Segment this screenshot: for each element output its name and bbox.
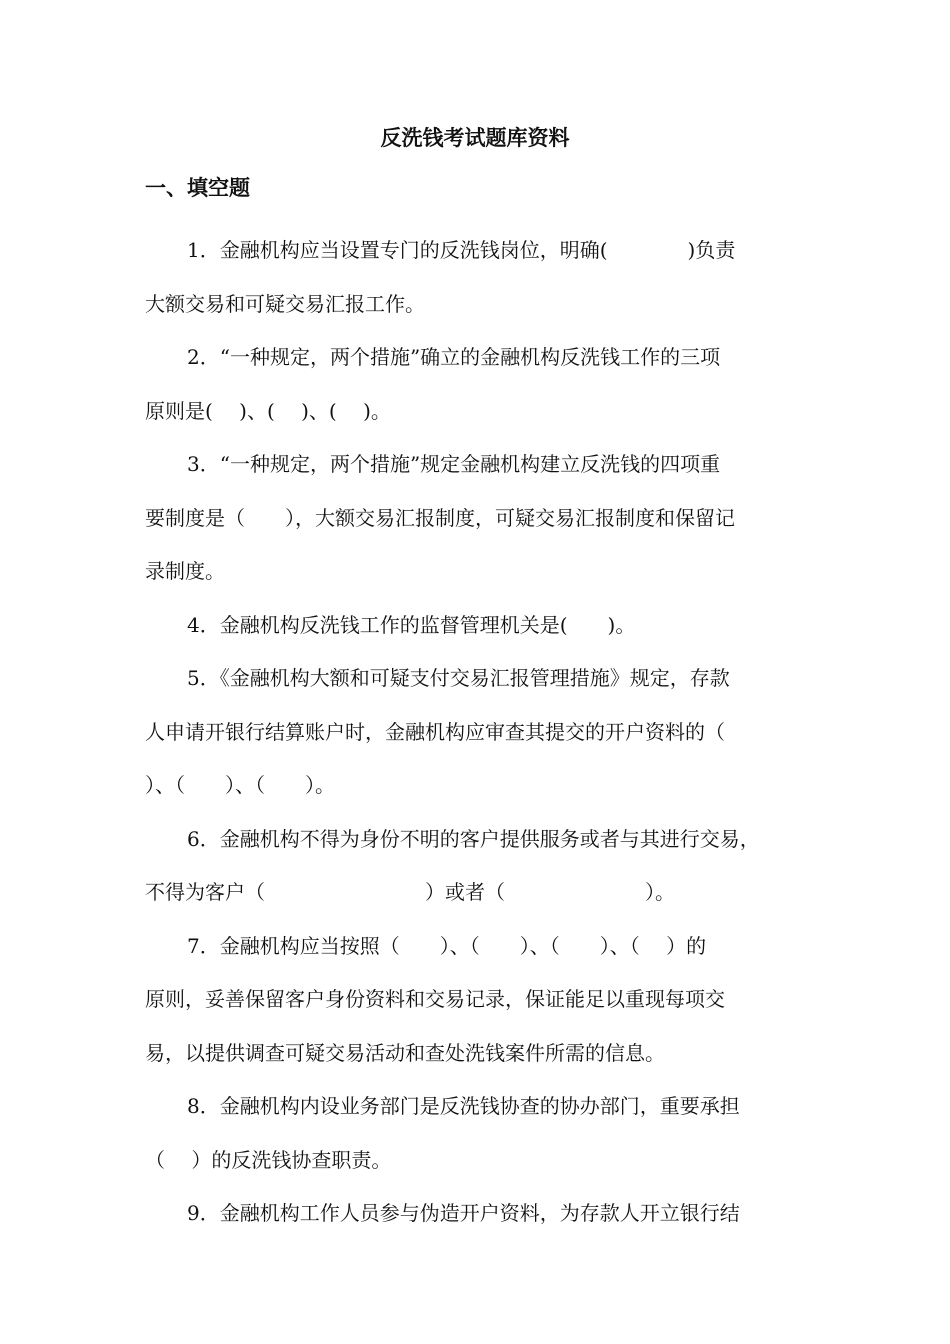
question-line: 原则，妥善保留客户身份资料和交易记录，保证能足以重现每项交 [145, 987, 725, 1011]
document-title: 反洗钱考试题库资料 [380, 125, 570, 150]
question-list [145, 224, 810, 1241]
question-5 [145, 652, 810, 813]
question-3 [145, 438, 810, 599]
question-4 [145, 599, 810, 653]
question-2 [145, 331, 810, 438]
question-9 [145, 1187, 810, 1241]
question-line: 原则是( )、( )、( )。 [145, 398, 391, 423]
section-heading: 一、填空题 [145, 175, 250, 200]
question-line: 7．金融机构应当按照（ ）、（ ）、（ ）、（ ）的 [187, 933, 707, 958]
question-line: 8．金融机构内设业务部门是反洗钱协查的协办部门，重要承担 [187, 1094, 740, 1118]
question-8 [145, 1080, 810, 1187]
question-line: 3．“一种规定，两个措施”规定金融机构建立反洗钱的四项重 [187, 452, 721, 476]
question-line: 1．金融机构应当设置专门的反洗钱岗位，明确( )负责 [187, 238, 736, 262]
question-line: 易，以提供调查可疑交易活动和查处洗钱案件所需的信息。 [145, 1040, 665, 1065]
question-line: 人申请开银行结算账户时，金融机构应审查其提交的开户资料的（ [145, 719, 725, 744]
question-line: 9．金融机构工作人员参与伪造开户资料，为存款人开立银行结 [187, 1201, 740, 1225]
question-line: 2．“一种规定，两个措施”确立的金融机构反洗钱工作的三项 [187, 345, 721, 369]
question-line: 4．金融机构反洗钱工作的监督管理机关是( )。 [187, 612, 636, 637]
question-1 [145, 224, 810, 331]
question-line: 6．金融机构不得为身份不明的客户提供服务或者与其进行交易， [187, 826, 760, 851]
question-line: 5．《金融机构大额和可疑支付交易汇报管理措施》规定，存款 [187, 666, 730, 690]
question-line: 不得为客户（ ）或者（ ）。 [145, 880, 675, 904]
question-line: 要制度是（ ），大额交易汇报制度，可疑交易汇报制度和保留记 [145, 505, 735, 530]
question-7 [145, 920, 810, 1081]
question-6 [145, 813, 810, 920]
question-line: 录制度。 [145, 559, 225, 583]
question-line: ）、（ ）、（ ）。 [145, 773, 335, 797]
question-line: （ ）的反洗钱协查职责。 [145, 1147, 392, 1172]
question-line: 大额交易和可疑交易汇报工作。 [145, 291, 425, 316]
